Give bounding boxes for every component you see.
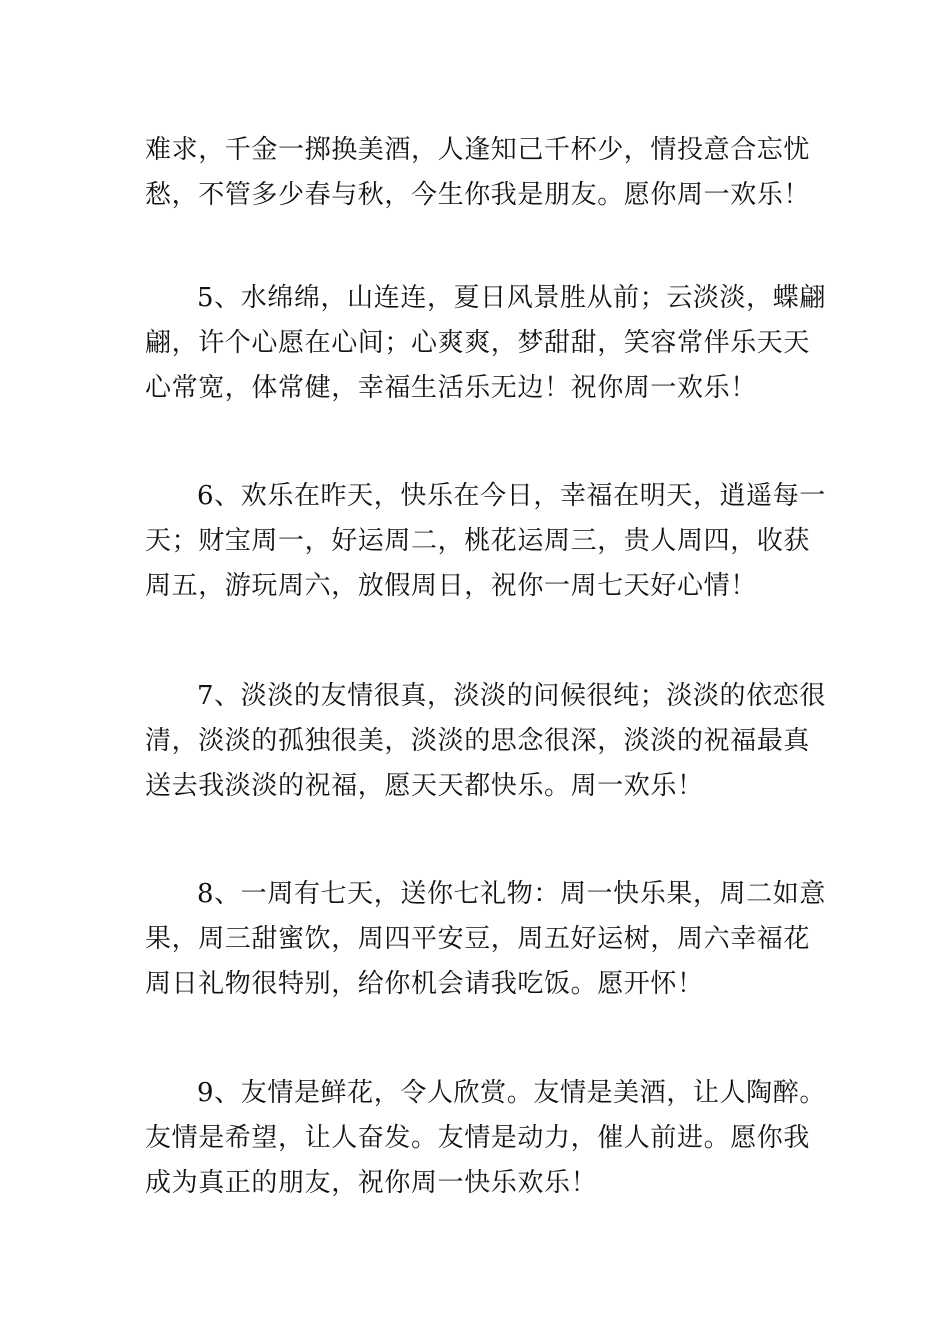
- text-line: 友情是希望，让人奋发。友情是动力，催人前进。愿你我: [145, 1123, 811, 1153]
- text-line: 8、一周有七天，送你七礼物：周一快乐果，周二如意: [197, 879, 826, 909]
- paragraph-item-5: [145, 276, 826, 411]
- paragraph-item-7: [145, 674, 826, 809]
- text-line: 成为真正的朋友，祝你周一快乐欢乐！: [145, 1168, 598, 1198]
- text-line: 6、欢乐在昨天，快乐在今日，幸福在明天，逍遥每一: [197, 481, 826, 511]
- paragraph-continuation: [145, 128, 810, 218]
- paragraph-item-9: [145, 1071, 826, 1206]
- text-line: 送去我淡淡的祝福，愿天天都快乐。周一欢乐！: [145, 771, 704, 801]
- paragraph-item-6: [145, 474, 826, 609]
- text-line: 清，淡淡的孤独很美，淡淡的思念很深，淡淡的祝福最真: [145, 726, 811, 756]
- text-line: 难求，千金一掷换美酒，人逢知己千杯少，情投意合忘忧: [145, 135, 811, 165]
- text-line: 5、水绵绵，山连连，夏日风景胜从前；云淡淡，蝶翩: [197, 283, 826, 313]
- text-line: 9、友情是鲜花，令人欣赏。友情是美酒，让人陶醉。: [197, 1078, 826, 1108]
- text-line: 7、淡淡的友情很真，淡淡的问候很纯；淡淡的依恋很: [197, 681, 826, 711]
- text-line: 心常宽，体常健，幸福生活乐无边！祝你周一欢乐！: [145, 373, 757, 403]
- text-line: 周五，游玩周六，放假周日，祝你一周七天好心情！: [145, 571, 757, 601]
- paragraph-item-8: [145, 872, 826, 1007]
- text-line: 愁，不管多少春与秋，今生你我是朋友。愿你周一欢乐！: [145, 180, 811, 210]
- text-line: 翩，许个心愿在心间；心爽爽，梦甜甜，笑容常伴乐天天: [145, 328, 811, 358]
- text-line: 天；财宝周一，好运周二，桃花运周三，贵人周四，收获: [145, 526, 811, 556]
- text-line: 周日礼物很特别，给你机会请我吃饭。愿开怀！: [145, 969, 704, 999]
- text-line: 果，周三甜蜜饮，周四平安豆，周五好运树，周六幸福花: [145, 924, 811, 954]
